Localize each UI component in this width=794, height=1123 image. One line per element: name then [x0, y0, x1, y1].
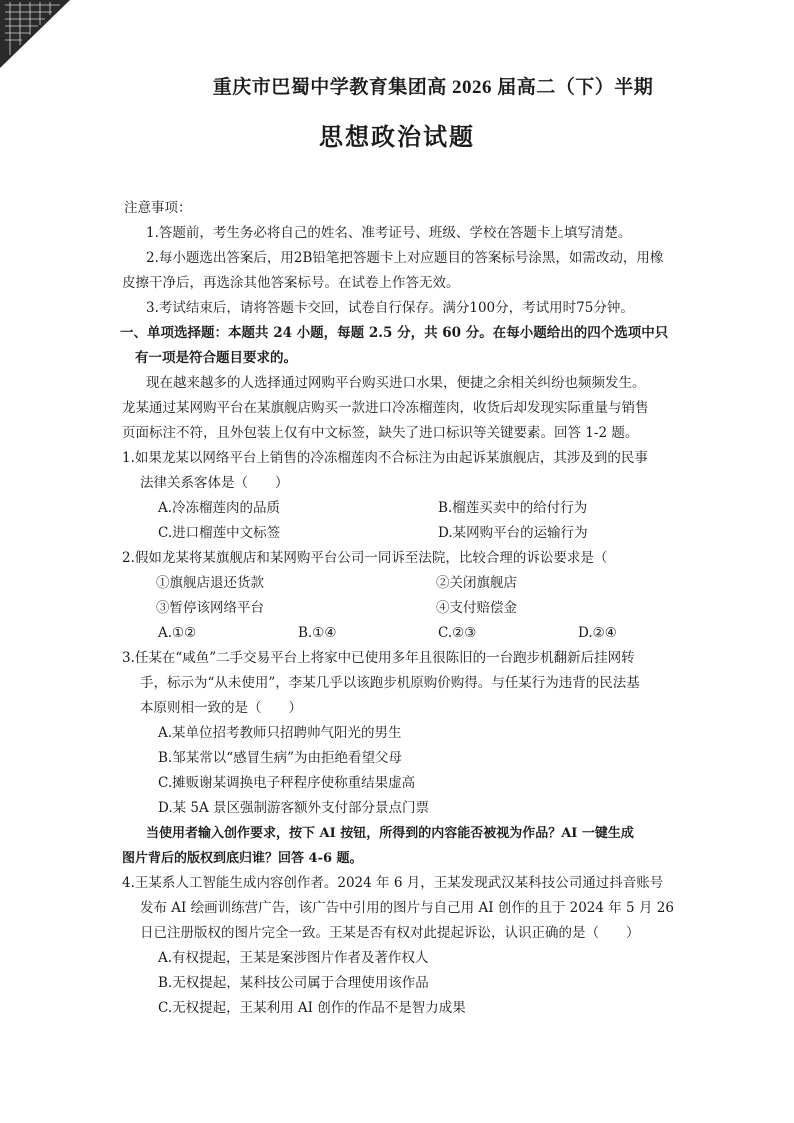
q1-options — [122, 496, 742, 546]
q2-stem: 2.假如龙某将某旗舰店和某网购平台公司一同诉至法院，比较合理的诉讼要求是（ — [122, 550, 608, 566]
exam-header — [0, 72, 794, 152]
q2-statement-3: ③暂停该网络平台 — [156, 600, 264, 616]
q1-option-c: C.进口榴莲中文标签 — [158, 525, 281, 541]
q2-statement-4: ④支付赔偿金 — [436, 600, 517, 616]
notes-item-2: 2.每小题选出答案后，用2B铅笔把答题卡上对应题目的答案标号涂黑，如需改动，用橡 — [146, 250, 664, 266]
material-2-line-2: 图片背后的版权到底归谁？回答 4-6 题。 — [122, 851, 363, 866]
q1-option-d: D.某网购平台的运输行为 — [438, 525, 588, 541]
q3-stem: 3.任某在“咸鱼”二手交易平台上将家中已使用多年且很陈旧的一台跑步机翻新后挂网转 — [122, 650, 635, 666]
notes-heading: 注意事项： — [124, 200, 192, 216]
q3-stem-cont-2: 本原则相一致的是（ ） — [140, 700, 302, 716]
q2-option-a: A.①② — [158, 625, 197, 641]
section-heading: 一、单项选择题：本题共 24 小题，每题 2.5 分，共 60 分。在每小题给出的四个选项中只 — [120, 325, 669, 341]
q3-option-b: B.邹某常以“感冒生病”为由拒绝看望父母 — [158, 750, 403, 766]
q4-option-b: B.无权提起，某科技公司属于合理使用该作品 — [158, 975, 429, 991]
school-title: 重庆市巴蜀中学教育集团高 2026 届高二（下）半期 — [212, 77, 654, 98]
q3-option-a: A.某单位招考教师只招聘帅气阳光的男生 — [158, 725, 402, 741]
material-2-line-1: 当使用者输入创作要求，按下 AI 按钮，所得到的内容能否被视为作品？AI 一键生成 — [146, 826, 634, 841]
q2-statements — [122, 571, 742, 621]
section-heading-cont: 有一项是符合题目要求的。 — [135, 350, 297, 366]
q2-option-c: C.②③ — [438, 625, 477, 641]
scan-corner-mark — [0, 0, 80, 80]
material-1-line-2: 龙某通过某网购平台在某旗舰店购买一款进口冷冻榴莲肉，收货后却发现实际重量与销售 — [122, 400, 649, 416]
q4-option-c: C.无权提起，王某利用 AI 创作的作品不是智力成果 — [158, 1000, 466, 1016]
q2-statement-1: ①旗舰店退还货款 — [156, 575, 264, 591]
q1-option-a: A.冷冻榴莲肉的品质 — [158, 500, 281, 516]
q1-stem: 1.如果龙某以网络平台上销售的冷冻榴莲肉不合标注为由起诉某旗舰店，其涉及到的民事 — [122, 450, 648, 466]
material-1-line-3: 页面标注不符，且外包装上仅有中文标签，缺失了进口标识等关键要素。回答 1-2 题。 — [122, 425, 639, 441]
exam-body — [122, 196, 742, 1021]
material-1-line-1: 现在越来越多的人选择通过网购平台购买进口水果，便捷之余相关纠纷也频频发生。 — [146, 375, 646, 391]
q2-options — [122, 621, 742, 646]
q4-stem-cont-2: 日已注册版权的图片完全一致。王某是否有权对此提起诉讼，认识正确的是（ ） — [140, 925, 640, 941]
notes-item-3: 3.考试结束后，请将答题卡交回，试卷自行保存。满分100分，考试用时75分钟。 — [146, 300, 634, 316]
q2-option-b: B.①④ — [298, 625, 337, 641]
q1-option-b: B.榴莲买卖中的给付行为 — [438, 500, 588, 516]
q3-stem-cont-1: 手，标示为“从未使用”，李某几乎以该跑步机原购价购得。与任某行为违背的民法基 — [140, 675, 640, 691]
notes-item-2-cont: 皮擦干净后，再选涂其他答案标号。在试卷上作答无效。 — [122, 275, 460, 291]
notes-item-1: 1.答题前，考生务必将自己的姓名、准考证号、班级、学校在答题卡上填写清楚。 — [146, 225, 632, 241]
q4-option-a: A.有权提起，王某是案涉图片作者及著作权人 — [158, 950, 429, 966]
q1-stem-cont: 法律关系客体是（ ） — [140, 475, 289, 491]
q4-stem-cont-1: 发布 AI 绘画训练营广告，该广告中引用的图片与自己用 AI 创作的且于 2024 年 5 月 26 — [140, 900, 674, 916]
q3-option-c: C.摊贩谢某调换电子秤程序使称重结果虚高 — [158, 775, 416, 791]
q2-option-d: D.②④ — [578, 625, 617, 641]
q4-stem: 4.王某系人工智能生成内容创作者。2024 年 6 月，王某发现武汉某科技公司通过抖音账号 — [122, 875, 664, 891]
q3-option-d: D.某 5A 景区强制游客额外支付部分景点门票 — [158, 800, 430, 816]
subject-title: 思想政治试题 — [319, 122, 475, 151]
q2-statement-2: ②关闭旗舰店 — [436, 575, 517, 591]
